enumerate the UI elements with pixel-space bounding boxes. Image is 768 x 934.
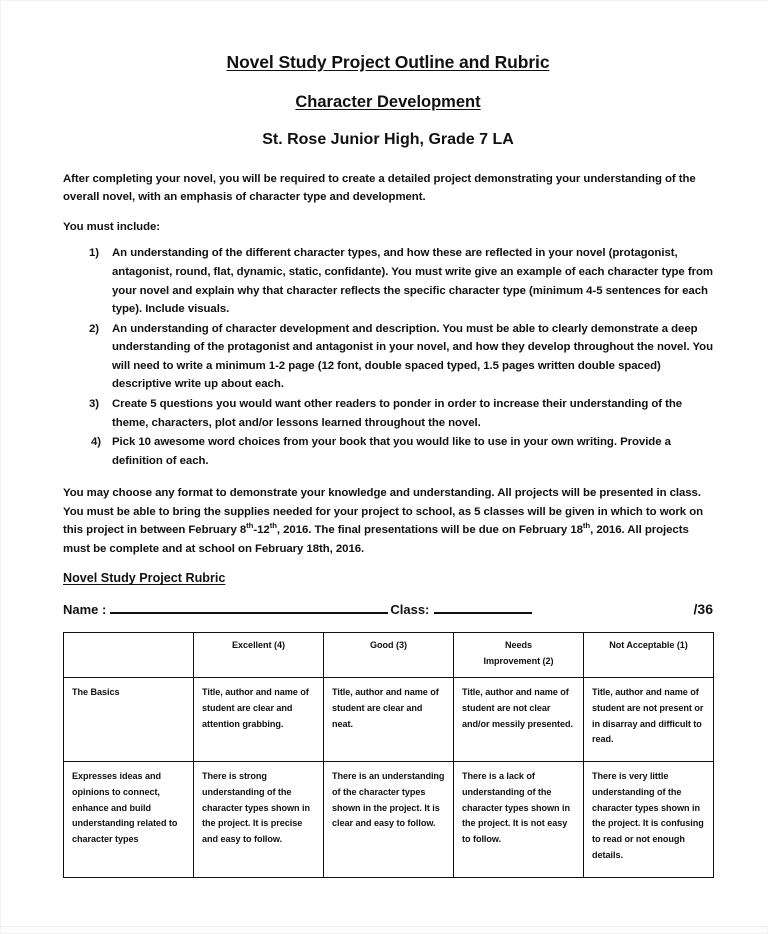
- cell-not-acceptable[interactable]: There is very little understanding of the character types shown in the project. It is confusing to read or not enough details.: [584, 762, 714, 878]
- document-subtitle: Character Development: [295, 93, 481, 112]
- list-item: [63, 244, 713, 318]
- list-item-text: An understanding of character development and description. You must be able to clearly demonstrate a deep understanding of the protagonist and antagonist in your novel, and how they develop throughout the novel. You will need to write a minimum 1-2 page (12 font, double spaced typed, 1.5 pages written double spaced) descriptive write up about each.: [112, 322, 714, 391]
- list-item-number: 4): [91, 436, 102, 449]
- list-item: [63, 433, 713, 470]
- list-item-number: 2): [89, 322, 100, 335]
- cell-needs-improvement[interactable]: There is a lack of understanding of the character types shown in the project. It is not easy to follow.: [454, 762, 584, 878]
- list-item-number: 1): [89, 247, 100, 260]
- requirements-list: [63, 244, 713, 470]
- needs-improvement-line2: Improvement (2): [483, 655, 554, 666]
- document-content: [63, 53, 713, 878]
- column-header-needs-improvement: [454, 633, 584, 678]
- row-criterion: The Basics: [64, 678, 194, 762]
- cell-not-acceptable[interactable]: Title, author and name of student are not present or in disarray and difficult to read.: [584, 678, 714, 762]
- list-item-text: An understanding of the different character types, and how these are reflected in your novel (protagonist, antagonist, round, flat, dynamic, static, confidante). You must write give an example of each character type from your novel and explain why that character reflects the specific character type (minimum 4-5 sentences for each type). Include visuals.: [112, 247, 713, 316]
- class-label: Class:: [390, 602, 430, 618]
- document-school-line: St. Rose Junior High, Grade 7 LA: [262, 131, 514, 149]
- table-row: [64, 762, 714, 878]
- closing-part-1: You may choose any format to demonstrate your knowledge and understanding. All projects will be presented in class. You must be able to bring the supplies needed for your project to school, as 5 classes will be given in which to work on this project in between February 8: [63, 487, 704, 537]
- closing-part-2: -12: [253, 524, 270, 537]
- date-superscript-3: th: [582, 521, 591, 531]
- column-header-criterion: [64, 633, 194, 678]
- name-label: Name :: [63, 602, 107, 618]
- cell-good[interactable]: There is an understanding of the character types shown in the project. It is clear and easy to follow.: [324, 762, 454, 878]
- row-criterion: Expresses ideas and opinions to connect, enhance and build understanding related to character types: [64, 762, 194, 878]
- cell-excellent[interactable]: Title, author and name of student are clear and attention grabbing.: [194, 678, 324, 762]
- table-header-row: [64, 633, 714, 678]
- list-item: [63, 320, 713, 394]
- name-input-line[interactable]: [110, 612, 388, 614]
- list-item-text: Pick 10 awesome word choices from your book that you would like to use in your own writing. Provide a definition of each.: [112, 436, 671, 467]
- class-input-line[interactable]: [434, 612, 532, 614]
- list-item-number: 3): [89, 398, 100, 411]
- column-header-excellent: Excellent (4): [194, 633, 324, 678]
- date-superscript-2: th: [269, 521, 277, 531]
- document-title: Novel Study Project Outline and Rubric: [226, 52, 550, 72]
- intro-paragraph: After completing your novel, you will be required to create a detailed project demonstrating your understanding of the overall novel, with an emphasis of character type and development.: [63, 172, 696, 204]
- rubric-heading: Novel Study Project Rubric: [63, 571, 226, 586]
- total-score: /36: [693, 601, 713, 618]
- cell-excellent[interactable]: There is strong understanding of the character types shown in the project. It is precise and easy to follow.: [194, 762, 324, 878]
- date-superscript-1: th: [246, 521, 254, 531]
- needs-improvement-line1: Needs: [504, 640, 533, 651]
- closing-part-3: , 2016. The final presentations will be due on February 18: [276, 524, 583, 537]
- rubric-table: [63, 632, 714, 878]
- name-class-row: [63, 601, 713, 617]
- closing-paragraph: [63, 484, 713, 558]
- cell-needs-improvement[interactable]: Title, author and name of student are not clear and/or messily presented.: [454, 678, 584, 762]
- document-header: [63, 53, 713, 149]
- list-item: [63, 395, 713, 432]
- closing-part-4: , 2016. All projects must be complete and at school on February 18th, 2016.: [63, 524, 689, 555]
- paper-sheet: [1, 1, 768, 927]
- column-header-not-acceptable: Not Acceptable (1): [584, 633, 714, 678]
- must-include-label: You must include:: [63, 220, 161, 233]
- cell-good[interactable]: Title, author and name of student are clear and neat.: [324, 678, 454, 762]
- list-item-text: Create 5 questions you would want other readers to ponder in order to increase their understanding of the theme, characters, plot and/or lessons learned throughout the novel.: [112, 398, 683, 429]
- column-header-good: Good (3): [324, 633, 454, 678]
- table-row: [64, 678, 714, 762]
